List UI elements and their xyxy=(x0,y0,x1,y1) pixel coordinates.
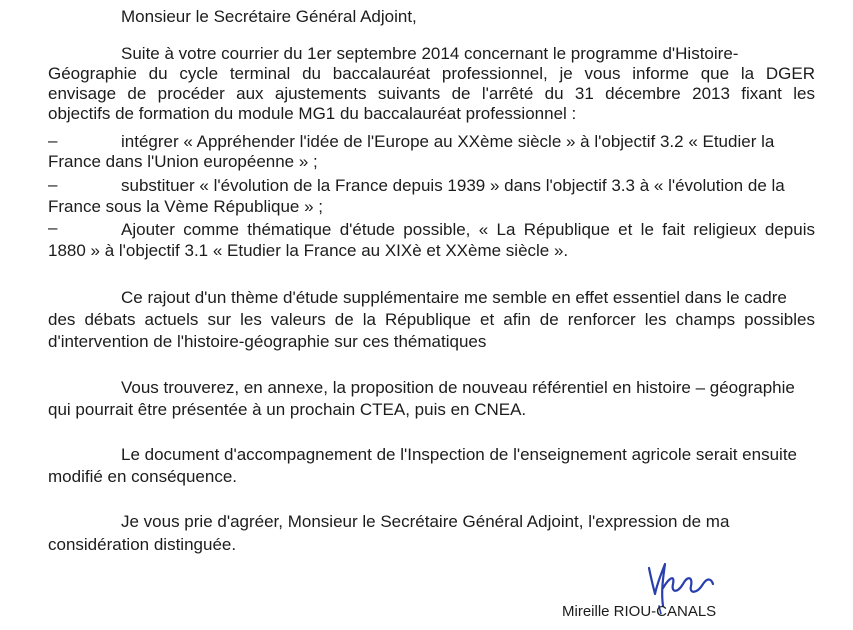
bullet-2-line2: France sous la Vème République » ; xyxy=(48,197,323,216)
paragraph4-line2: modifié en conséquence. xyxy=(48,467,238,486)
paragraph5-line1: Je vous prie d'agréer, Monsieur le Secrétaire Général Adjoint, l'expression de ma xyxy=(121,512,730,531)
signatory-name: Mireille RIOU-CANALS xyxy=(562,603,717,620)
bullet-1-line2: France dans l'Union européenne » ; xyxy=(48,152,318,171)
bullet-dash: – xyxy=(48,218,58,237)
paragraph1-line4: objectifs de formation du module MG1 du baccalauréat professionnel : xyxy=(48,104,577,123)
paragraph1-line2: Géographie du cycle terminal du baccalauréat professionnel, je vous informe que la DGER xyxy=(48,64,815,83)
paragraph5-line2: considération distinguée. xyxy=(48,535,237,554)
bullet-dash: – xyxy=(48,175,58,194)
salutation: Monsieur le Secrétaire Général Adjoint, xyxy=(121,7,417,26)
paragraph2-line1: Ce rajout d'un thème d'étude supplémentaire me semble en effet essentiel dans le cadre xyxy=(121,288,787,307)
bullet-3-line1: Ajouter comme thématique d'étude possible, « La République et le fait religieux depuis xyxy=(121,220,815,239)
bullet-dash: – xyxy=(48,131,58,150)
paragraph2-line3: d'intervention de l'histoire-géographie sur ces thématiques xyxy=(48,332,487,351)
paragraph1-line3: envisage de procéder aux ajustements suivants de l'arrêté du 31 décembre 2013 fixant les xyxy=(48,84,815,103)
bullet-2-line1: substituer « l'évolution de la France depuis 1939 » dans l'objectif 3.3 à « l'évolution de la xyxy=(121,176,785,195)
paragraph2-line2: des débats actuels sur les valeurs de la République et afin de renforcer les champs possibles xyxy=(48,310,815,329)
paragraph4-line1: Le document d'accompagnement de l'Inspection de l'enseignement agricole serait ensuite xyxy=(121,445,797,464)
paragraph3-line1: Vous trouverez, en annexe, la proposition de nouveau référentiel en histoire – géographie xyxy=(121,378,795,397)
bullet-3-line2: 1880 » à l'objectif 3.1 « Etudier la France au XIXè et XXème siècle ». xyxy=(48,241,569,260)
paragraph3-line2: qui pourrait être présentée à un prochain CTEA, puis en CNEA. xyxy=(48,400,527,419)
bullet-1-line1: intégrer « Appréhender l'idée de l'Europe au XXème siècle » à l'objectif 3.2 « Etudier la xyxy=(121,132,775,151)
paragraph1-line1: Suite à votre courrier du 1er septembre 2014 concernant le programme d'Histoire- xyxy=(121,44,739,63)
